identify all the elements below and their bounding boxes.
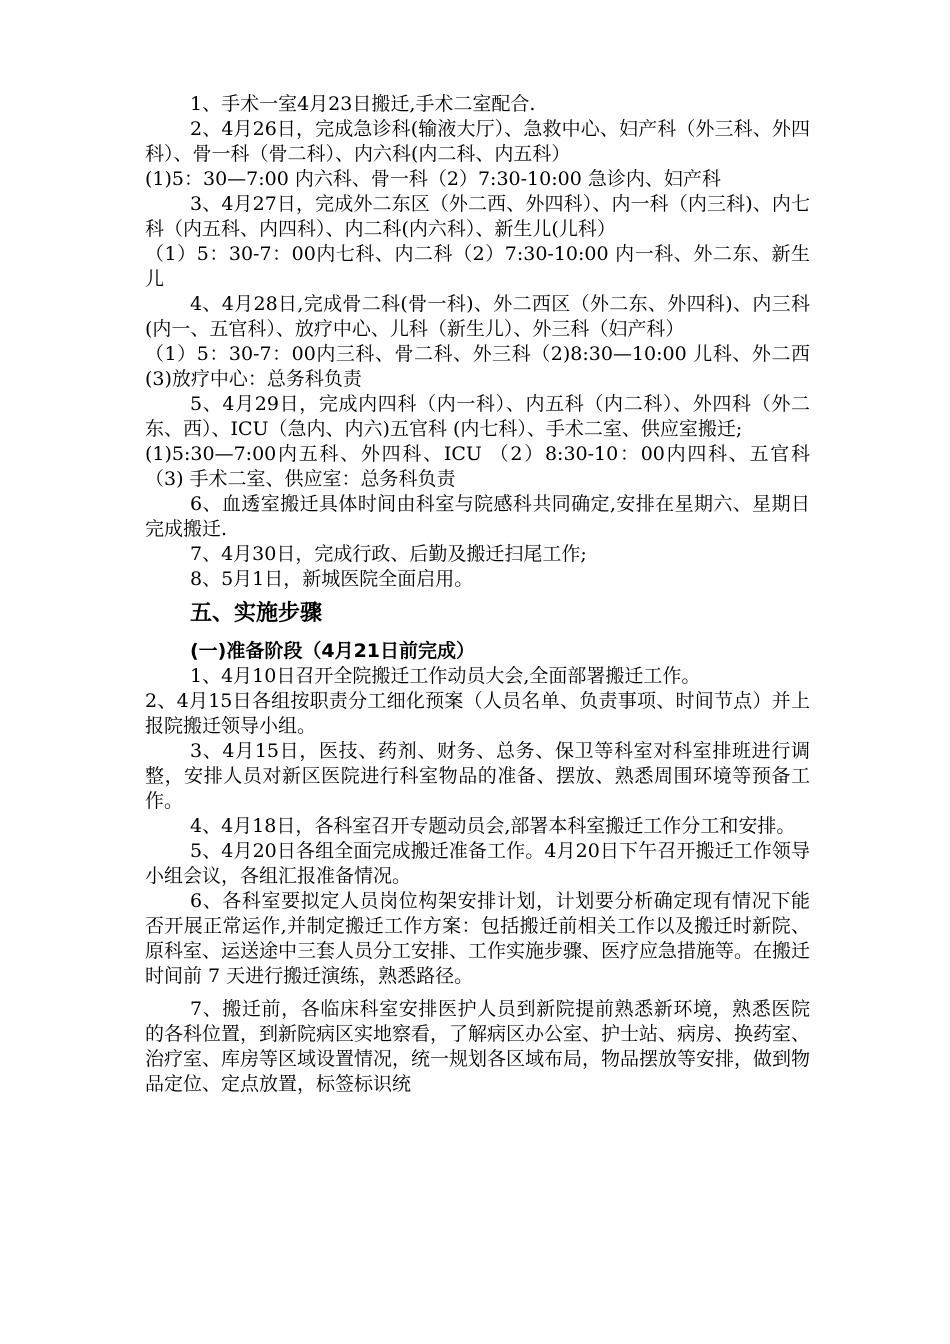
paragraph-14: 2、4月15日各组按职责分工细化预案（人员名单、负责事项、时间节点）并上报院搬迁领导小组。 — [145, 690, 810, 737]
paragraph-18: 6、各科室要拟定人员岗位构架安排计划，计划要分析确定现有情况下能否开展正常运作,并制定搬迁工作方案：包括搬迁前相关工作以及搬迁时新院、原科室、运送途中三套人员分工安排、工作实施步骤、医疗应急措施等。在搬迁时间前 7 天进行搬迁演练，熟悉路径。 — [145, 890, 811, 987]
paragraph-1: 1、手术一室4月23日搬迁,手术二室配合. — [190, 93, 536, 115]
paragraph-9: (1)5:30—7:00内五科、外四科、ICU （2）8:30-10：00内四科、五官科（3) 手术二室、供应室：总务科负责 — [145, 443, 810, 490]
paragraph-2: 2、4月26日，完成急诊科(输液大厅）、急救中心、妇产科（外三科、外四科）、骨一科（骨二科）、内六科(内二科、内五科） — [145, 118, 810, 165]
paragraph-13: 1、4月10日召开全院搬迁工作动员大会,全面部署搬迁工作。 — [190, 665, 701, 687]
paragraph-7: （1）5：30-7：00内三科、骨二科、外三科（2)8:30—10:00 儿科、外二西 (3)放疗中心：总务科负责 — [145, 343, 810, 390]
paragraph-8: 5、4月29日，完成内四科（内一科）、内五科（内二科）、外四科（外二东、西）、ICU（急内、内六)五官科 (内七科）、手术二室、供应室搬迁; — [145, 393, 810, 440]
paragraph-6: 4、4月28日,完成骨二科(骨一科)、外二西区（外二东、外四科)、内三科 (内一、五官科）、放疗中心、儿科（新生儿）、外三科（妇产科） — [145, 293, 810, 340]
paragraph-10: 6、血透室搬迁具体时间由科室与院感科共同确定,安排在星期六、星期日完成搬迁. — [145, 493, 810, 540]
paragraph-5: （1）5：30-7：00内七科、内二科（2）7:30-10:00 内一科、外二东、新生儿 — [145, 243, 810, 290]
paragraph-12: 8、5月1日，新城医院全面启用。 — [190, 568, 474, 590]
section-heading: 五、实施步骤 — [190, 601, 323, 626]
paragraph-11: 7、4月30日，完成行政、后勤及搬迁扫尾工作; — [190, 543, 587, 565]
document-page — [145, 92, 810, 1097]
subsection-heading: (一)准备阶段（4月21日前完成） — [190, 640, 476, 662]
paragraph-19: 7、搬迁前，各临床科室安排医护人员到新院提前熟悉新环境，熟悉医院的各科位置，到新院病区实地察看，了解病区办公室、护士站、病房、换药室、治疗室、库房等区域设置情况，统一规划各区域布局，物品摆放等安排，做到物品定位、定点放置，标签标识统 — [145, 998, 811, 1095]
paragraph-16: 4、4月18日，各科室召开专题动员会,部署本科室搬迁工作分工和安排。 — [190, 815, 796, 837]
paragraph-17: 5、4月20日各组全面完成搬迁准备工作。4月20日下午召开搬迁工作领导小组会议，各组汇报准备情况。 — [145, 840, 810, 887]
paragraph-15: 3、4月15日，医技、药剂、财务、总务、保卫等科室对科室排班进行调整，安排人员对新区医院进行科室物品的准备、摆放、熟悉周围环境等预备工作。 — [145, 740, 810, 812]
paragraph-3: (1)5：30—7:00 内六科、骨一科（2）7:30-10:00 急诊内、妇产科 — [145, 168, 721, 190]
paragraph-4: 3、4月27日，完成外二东区（外二西、外四科）、内一科（内三科)、内七科（内五科、内四科）、内二科(内六科）、新生儿(儿科） — [145, 193, 810, 240]
